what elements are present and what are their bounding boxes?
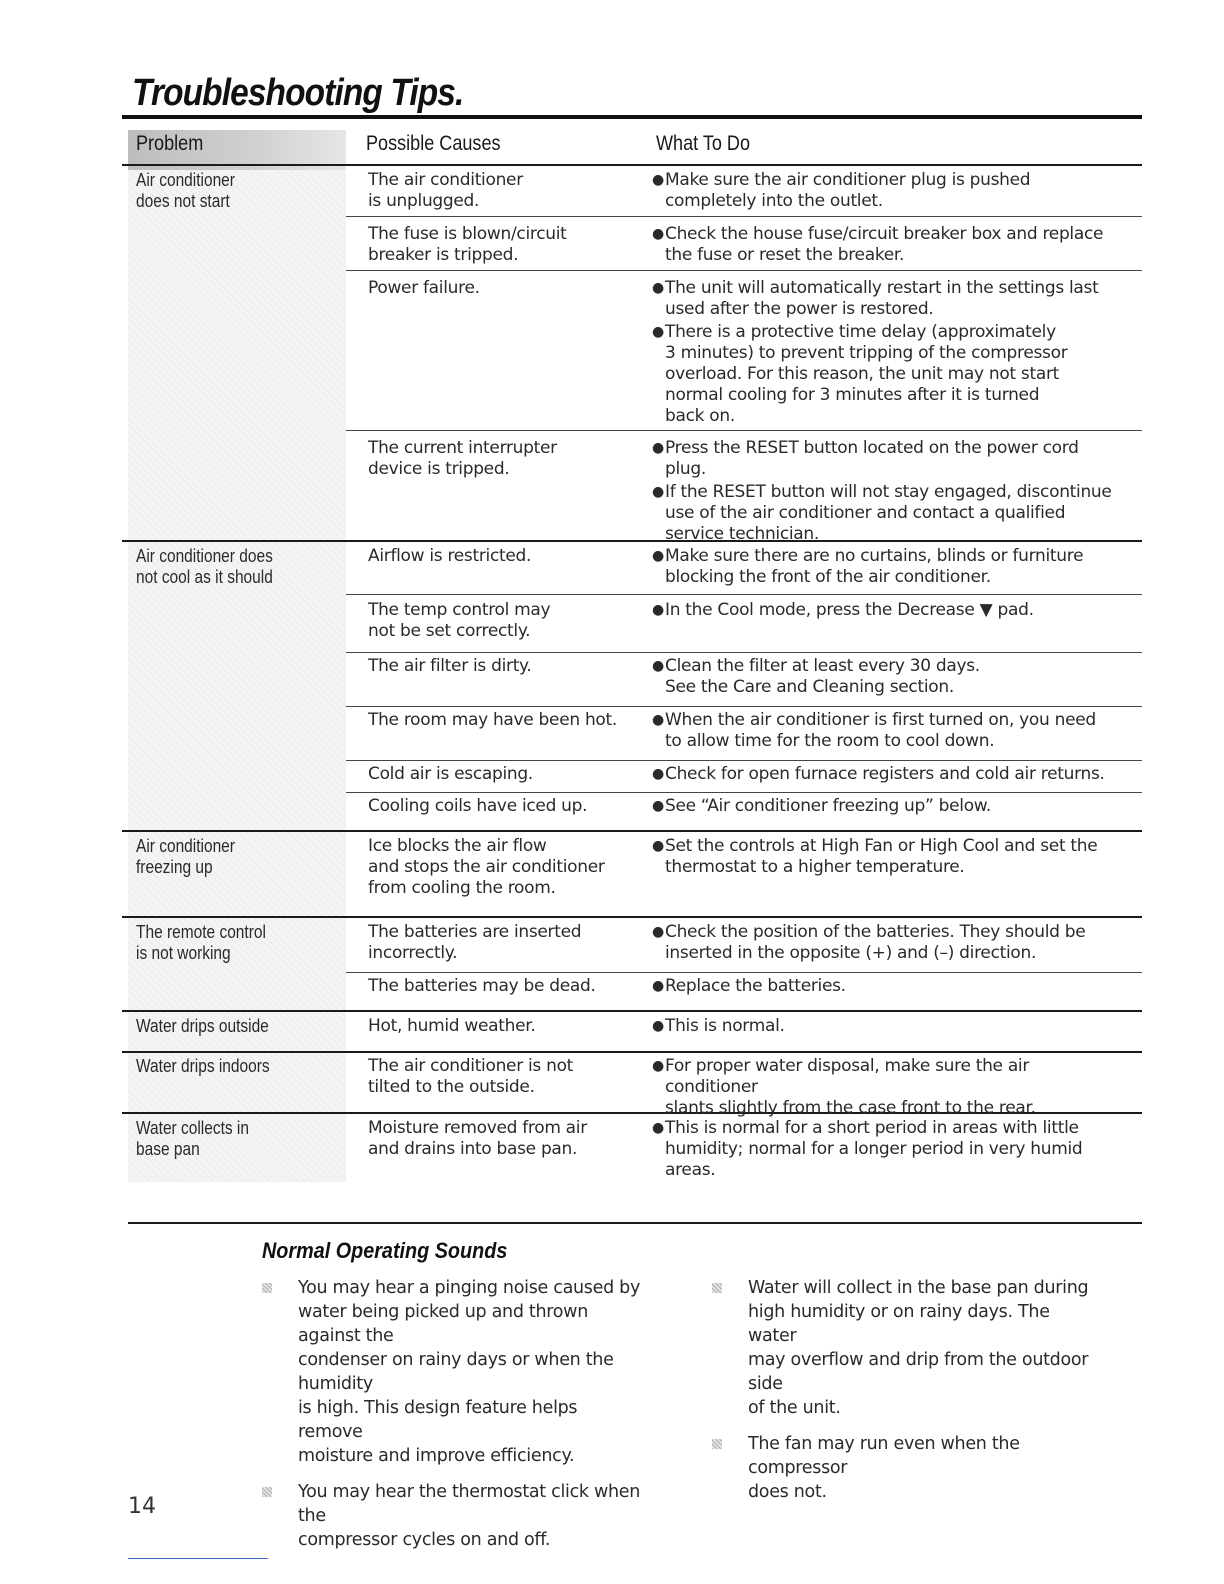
cause-cell: Power failure.: [368, 278, 480, 298]
sound-item: [712, 1276, 1092, 1420]
cause-cell: The air conditioner is unplugged.: [368, 170, 523, 211]
what-to-do-cell: [652, 710, 1122, 754]
what-to-do-cell: [652, 600, 1122, 623]
cause-cell: Cold air is escaping.: [368, 764, 533, 784]
bullet-icon: ●: [652, 440, 664, 456]
what-to-do-cell: [652, 836, 1122, 880]
bullet-icon: ●: [652, 1058, 664, 1074]
todo-bullet: [652, 546, 1122, 588]
todo-text: Make sure the air conditioner plug is pushed completely into the outlet.: [665, 170, 1031, 211]
what-to-do-cell: [652, 546, 1122, 590]
bullet-icon: ●: [652, 712, 664, 728]
what-to-do-cell: [652, 1016, 1122, 1039]
bullet-icon: ●: [652, 798, 664, 814]
sound-item: [712, 1432, 1092, 1504]
todo-text: There is a protective time delay (approximately 3 minutes) to prevent tripping of the compressor overload. For this reason, the unit may not start normal cooling for 3 minutes after it is turned back on.: [665, 322, 1068, 426]
bullet-icon: ●: [652, 172, 664, 188]
bullet-icon: ●: [652, 548, 664, 564]
bullet-icon: ●: [652, 280, 664, 296]
todo-text: Make sure there are no curtains, blinds or furniture blocking the front of the air conditioner.: [665, 546, 1084, 587]
todo-text: Press the RESET button located on the power cord plug.: [665, 438, 1079, 479]
todo-text: The unit will automatically restart in the settings last used after the power is restored.: [665, 278, 1099, 319]
todo-bullet: [652, 1118, 1122, 1181]
bullet-square-icon: [262, 1283, 272, 1293]
todo-text: Check the position of the batteries. They should be inserted in the opposite (+) and (–) direction.: [665, 922, 1086, 963]
header-rule: [122, 164, 1142, 166]
sound-text: You may hear the thermostat click when the compressor cycles on and off.: [298, 1482, 641, 1550]
cause-cell: The room may have been hot.: [368, 710, 617, 730]
todo-text: Set the controls at High Fan or High Cool and set the thermostat to a higher temperature.: [665, 836, 1098, 877]
bullet-square-icon: [262, 1487, 272, 1497]
todo-bullet: [652, 710, 1122, 752]
cause-cell: Airflow is restricted.: [368, 546, 532, 566]
cause-cell: Hot, humid weather.: [368, 1016, 536, 1036]
todo-text: This is normal for a short period in areas with little humidity; normal for a longer period in very humid areas.: [665, 1118, 1083, 1180]
todo-bullet: [652, 600, 1122, 621]
bullet-square-icon: [712, 1439, 722, 1449]
row-rule: [122, 1010, 1142, 1012]
todo-text: See “Air conditioner freezing up” below.: [665, 796, 991, 816]
footer-link-underline: [128, 1558, 268, 1559]
row-rule: [122, 916, 1142, 918]
todo-text: For proper water disposal, make sure the air conditioner slants slightly from the case front to the rear.: [665, 1056, 1036, 1118]
cause-cell: The current interrupter device is tripped.: [368, 438, 557, 479]
todo-bullet: [652, 482, 1122, 545]
what-to-do-cell: [652, 170, 1122, 214]
header-problem: Problem: [136, 132, 204, 155]
todo-bullet: [652, 922, 1122, 964]
row-rule: [346, 594, 1142, 595]
sounds-title: Normal Operating Sounds: [262, 1238, 508, 1263]
todo-text: Replace the batteries.: [665, 976, 846, 996]
problem-cell: Air conditioner freezing up: [136, 836, 235, 877]
todo-bullet: [652, 976, 1122, 997]
bullet-icon: ●: [652, 924, 664, 940]
todo-text: Check for open furnace registers and cold air returns.: [665, 764, 1105, 784]
cause-cell: The fuse is blown/circuit breaker is tripped.: [368, 224, 567, 265]
bullet-icon: ●: [652, 766, 664, 782]
header-what-to-do: What To Do: [656, 132, 751, 155]
todo-text: Clean the filter at least every 30 days. See the Care and Cleaning section.: [665, 656, 980, 697]
sound-text: The fan may run even when the compressor does not.: [748, 1434, 1020, 1502]
cause-cell: Ice blocks the air flow and stops the air conditioner from cooling the room.: [368, 836, 605, 898]
title-rule: [122, 115, 1142, 119]
todo-text: In the Cool mode, press the Decrease ▼ pad.: [665, 600, 1034, 620]
bullet-square-icon: [712, 1283, 722, 1293]
problem-cell: Air conditioner does not start: [136, 170, 235, 211]
what-to-do-cell: [652, 224, 1122, 268]
page-title: Troubleshooting Tips.: [132, 72, 464, 114]
todo-text: If the RESET button will not stay engaged, discontinue use of the air conditioner and contact a qualified service technician.: [665, 482, 1112, 544]
row-rule: [122, 1051, 1142, 1053]
row-rule: [346, 792, 1142, 793]
what-to-do-cell: [652, 1118, 1122, 1183]
what-to-do-cell: [652, 976, 1122, 999]
todo-bullet: [652, 656, 1122, 698]
sounds-list-left: [262, 1276, 642, 1564]
todo-bullet: [652, 1056, 1122, 1119]
bullet-icon: ●: [652, 1018, 664, 1034]
section-divider: [128, 1222, 1142, 1224]
bullet-icon: ●: [652, 1120, 664, 1136]
header-possible-causes: Possible Causes: [366, 132, 501, 155]
todo-bullet: [652, 322, 1122, 427]
what-to-do-cell: [652, 764, 1122, 787]
row-rule: [346, 706, 1142, 707]
todo-bullet: [652, 278, 1122, 320]
problem-cell: Water drips outside: [136, 1016, 269, 1036]
cause-cell: The air filter is dirty.: [368, 656, 532, 676]
cause-cell: The air conditioner is not tilted to the outside.: [368, 1056, 574, 1097]
bullet-icon: ●: [652, 324, 664, 340]
bullet-icon: ●: [652, 226, 664, 242]
todo-bullet: [652, 170, 1122, 212]
what-to-do-cell: [652, 922, 1122, 966]
problem-cell: Water drips indoors: [136, 1056, 270, 1076]
bullet-icon: ●: [652, 484, 664, 500]
sound-text: Water will collect in the base pan during high humidity or on rainy days. The water may overflow and drip from the outdoor side of the unit.: [748, 1278, 1089, 1418]
what-to-do-cell: [652, 278, 1122, 429]
row-rule: [346, 652, 1142, 653]
page-number: 14: [128, 1494, 156, 1519]
todo-text: Check the house fuse/circuit breaker box and replace the fuse or reset the breaker.: [665, 224, 1104, 265]
what-to-do-cell: [652, 1056, 1122, 1121]
todo-text: This is normal.: [665, 1016, 785, 1036]
cause-cell: The batteries may be dead.: [368, 976, 596, 996]
cause-cell: The batteries are inserted incorrectly.: [368, 922, 582, 963]
sound-item: [262, 1276, 642, 1468]
what-to-do-cell: [652, 438, 1122, 547]
row-rule: [346, 430, 1142, 431]
todo-bullet: [652, 1016, 1122, 1037]
todo-bullet: [652, 224, 1122, 266]
cause-cell: The temp control may not be set correctly.: [368, 600, 551, 641]
what-to-do-cell: [652, 796, 1122, 819]
cause-cell: Cooling coils have iced up.: [368, 796, 588, 816]
todo-bullet: [652, 836, 1122, 878]
bullet-icon: ●: [652, 658, 664, 674]
cause-cell: Moisture removed from air and drains into base pan.: [368, 1118, 587, 1159]
what-to-do-cell: [652, 656, 1122, 700]
bullet-icon: ●: [652, 978, 664, 994]
row-rule: [122, 830, 1142, 832]
todo-bullet: [652, 764, 1122, 785]
row-rule: [346, 270, 1142, 271]
sound-item: [262, 1480, 642, 1552]
bullet-icon: ●: [652, 838, 664, 854]
problem-cell: Air conditioner does not cool as it should: [136, 546, 273, 587]
problem-cell: The remote control is not working: [136, 922, 266, 963]
row-rule: [346, 972, 1142, 973]
sound-text: You may hear a pinging noise caused by water being picked up and thrown against the condenser on rainy days or when the humidity is high. This design feature helps remove moisture and improve efficiency.: [298, 1278, 641, 1466]
sounds-list-right: [712, 1276, 1092, 1516]
row-rule: [346, 760, 1142, 761]
problem-cell: Water collects in base pan: [136, 1118, 249, 1159]
bullet-icon: ●: [652, 602, 664, 618]
todo-text: When the air conditioner is first turned on, you need to allow time for the room to cool down.: [665, 710, 1096, 751]
todo-bullet: [652, 796, 1122, 817]
row-rule: [346, 216, 1142, 217]
todo-bullet: [652, 438, 1122, 480]
